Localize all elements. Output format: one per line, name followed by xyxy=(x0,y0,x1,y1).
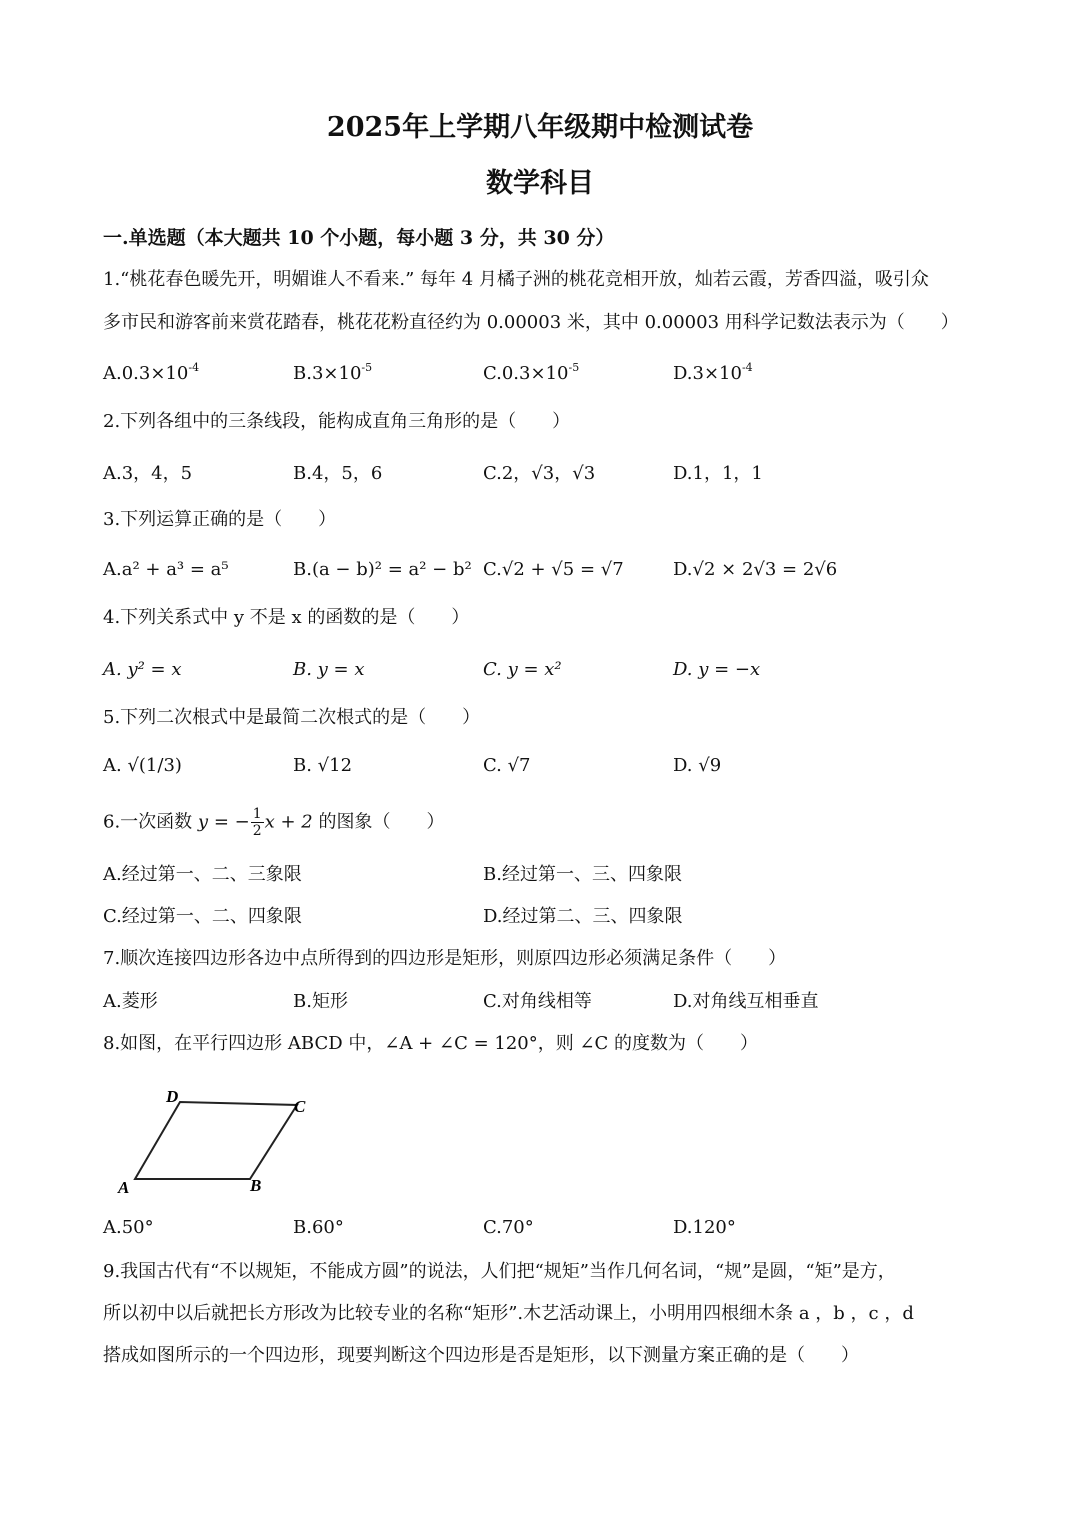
question-7-stem: 7.顺次连接四边形各边中点所得到的四边形是矩形，则原四边形必须满足条件（ ） xyxy=(103,948,787,969)
question-1-option-d: $D.3\times 10^{-4}$ xyxy=(673,361,753,384)
question-1-stem-line-2: 多市民和游客前来赏花踏春，桃花花粉直径约为 0.00003 米，其中 0.00003 用科学记数法表示为（ ） xyxy=(103,312,959,333)
question-8-option-d: D.120° xyxy=(673,1217,736,1238)
question-5-option-d: D. √9 xyxy=(673,755,722,776)
question-2-option-c: C.2，√3，√3 xyxy=(483,463,596,484)
question-2-option-b: B.4，5，6 xyxy=(293,463,383,484)
question-6-formula-rhs: x + 2 xyxy=(264,811,313,833)
question-2-option-d: D.1，1，1 xyxy=(673,463,763,484)
parallelogram-figure xyxy=(100,1080,340,1200)
question-3-option-c: C.√2 + √5 = √7 xyxy=(483,559,624,580)
vertex-label-c: C xyxy=(294,1097,306,1116)
question-3-stem: 3.下列运算正确的是（ ） xyxy=(103,509,337,530)
question-5-option-b: B. √12 xyxy=(293,755,353,776)
question-9-stem-line-2: 所以初中以后就把长方形改为比较专业的名称“矩形”.木艺活动课上，小明用四根细木条 a ，b ，c ，d xyxy=(103,1303,914,1324)
section-title: 一.单选题（本大题共 10 个小题，每小题 3 分，共 30 分） xyxy=(103,227,615,249)
vertex-label-a: A xyxy=(118,1178,130,1197)
question-7-option-d: D.对角线互相垂直 xyxy=(673,991,819,1012)
question-6-stem: 6.一次函数 y = − $\frac{1}{2}$ x + 2 的图象（ ） xyxy=(103,806,445,839)
question-3-option-a: A.a² + a³ = a⁵ xyxy=(103,559,229,580)
question-9-stem-line-1: 9.我国古代有“不以规矩，不能成方圆”的说法，人们把“规矩”当作几何名词，“规”是圆，“矩”是方， xyxy=(103,1261,896,1282)
question-5-option-a: A. √(1/3) xyxy=(103,755,182,776)
question-6-option-b: B.经过第一、三、四象限 xyxy=(483,864,682,885)
question-6-formula-lhs: y = − xyxy=(197,811,250,833)
question-1-option-c: $C.0.3\times 10^{-5}$ xyxy=(483,361,580,384)
question-7-option-a: A.菱形 xyxy=(103,991,158,1012)
question-1-option-b: $B.3\times 10^{-5}$ xyxy=(293,361,373,384)
vertex-label-b: B xyxy=(250,1176,262,1195)
question-2-option-a: A.3，4，5 xyxy=(103,463,193,484)
question-7-option-c: C.对角线相等 xyxy=(483,991,592,1012)
parallelogram-shape xyxy=(135,1102,297,1179)
question-4-option-c: C. y = x² xyxy=(483,659,562,680)
vertex-label-d: D xyxy=(166,1087,179,1106)
question-4-option-a: A. y² = x xyxy=(103,659,182,680)
question-4-stem: 4.下列关系式中 y 不是 x 的函数的是（ ） xyxy=(103,607,470,628)
question-8-option-a: A.50° xyxy=(103,1217,154,1238)
question-6-option-c: C.经过第一、二、四象限 xyxy=(103,906,302,927)
question-8-option-b: B.60° xyxy=(293,1217,344,1238)
question-5-stem: 5.下列二次根式中是最简二次根式的是（ ） xyxy=(103,707,481,728)
question-4-option-b: B. y = x xyxy=(293,659,365,680)
exam-subject: 数学科目 xyxy=(486,168,594,199)
question-3-option-d: D.√2 × 2√3 = 2√6 xyxy=(673,559,838,580)
question-2-stem: 2.下列各组中的三条线段，能构成直角三角形的是（ ） xyxy=(103,411,571,432)
question-4-option-d: D. y = −x xyxy=(673,659,761,680)
question-3-option-b: B.(a − b)² = a² − b² xyxy=(293,559,472,580)
question-1-option-a: $A.0.3\times 10^{-4}$ xyxy=(103,361,200,384)
question-6-fraction: $\frac{1}{2}$ xyxy=(252,806,262,839)
question-7-option-b: B.矩形 xyxy=(293,991,348,1012)
question-5-option-c: C. √7 xyxy=(483,755,531,776)
question-8-stem: 8.如图，在平行四边形 ABCD 中，∠A + ∠C = 120°，则 ∠C 的度数为（ ） xyxy=(103,1033,759,1054)
exam-title: 2025年上学期八年级期中检测试卷 xyxy=(326,112,754,143)
question-1-stem-line-1: 1.“桃花春色暖先开，明媚谁人不看来.” 每年 4 月橘子洲的桃花竞相开放，灿若云霞，芳香四溢，吸引众 xyxy=(103,269,929,290)
question-6-option-d: D.经过第二、三、四象限 xyxy=(483,906,683,927)
question-8-option-c: C.70° xyxy=(483,1217,534,1238)
question-9-stem-line-3: 搭成如图所示的一个四边形，现要判断这个四边形是否是矩形，以下测量方案正确的是（ ） xyxy=(103,1345,859,1366)
question-6-option-a: A.经过第一、二、三象限 xyxy=(103,864,302,885)
